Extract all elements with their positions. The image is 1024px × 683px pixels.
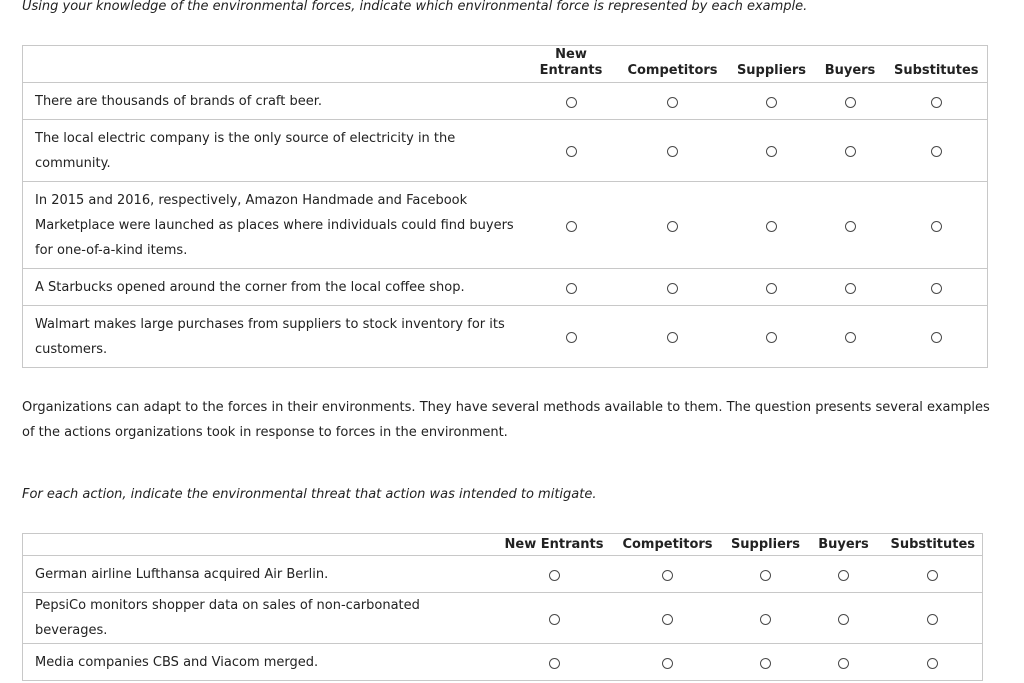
radio-row5-buyers[interactable] bbox=[845, 332, 856, 343]
radio-row3-new-entrants[interactable] bbox=[566, 221, 577, 232]
table-header-row bbox=[23, 46, 988, 83]
radio-row5-competitors[interactable] bbox=[667, 332, 678, 343]
table-row bbox=[23, 182, 988, 269]
radio-row2-substitutes[interactable] bbox=[931, 146, 942, 157]
radio-action3-new-entrants[interactable] bbox=[549, 658, 560, 669]
column-header-suppliers: Suppliers bbox=[729, 46, 815, 83]
row-label-pepsico: PepsiCo monitors shopper data on sales of non-carbonated beverages. bbox=[23, 593, 501, 644]
radio-row5-substitutes[interactable] bbox=[931, 332, 942, 343]
radio-action2-new-entrants[interactable] bbox=[549, 614, 560, 625]
radio-row1-substitutes[interactable] bbox=[931, 97, 942, 108]
section1-instruction: Using your knowledge of the environmental forces, indicate which environmental force is represented by each example. bbox=[22, 0, 808, 14]
radio-action3-suppliers[interactable] bbox=[760, 658, 771, 669]
radio-row4-new-entrants[interactable] bbox=[566, 283, 577, 294]
radio-action1-competitors[interactable] bbox=[662, 570, 673, 581]
radio-row5-new-entrants[interactable] bbox=[566, 332, 577, 343]
radio-row4-substitutes[interactable] bbox=[931, 283, 942, 294]
radio-row2-new-entrants[interactable] bbox=[566, 146, 577, 157]
column-header-buyers: Buyers bbox=[804, 534, 884, 556]
radio-action2-buyers[interactable] bbox=[838, 614, 849, 625]
radio-row1-competitors[interactable] bbox=[667, 97, 678, 108]
radio-row2-buyers[interactable] bbox=[845, 146, 856, 157]
table-row bbox=[23, 644, 983, 681]
table-row bbox=[23, 593, 983, 644]
section2-intro: Organizations can adapt to the forces in their environments. They have several methods available to them. The question presents several examples of the actions organizations took in response to forces in the environment. bbox=[22, 400, 990, 440]
radio-row3-buyers[interactable] bbox=[845, 221, 856, 232]
table-row bbox=[23, 120, 988, 182]
table-row bbox=[23, 83, 988, 120]
radio-action1-new-entrants[interactable] bbox=[549, 570, 560, 581]
table-row bbox=[23, 306, 988, 368]
column-header-suppliers: Suppliers bbox=[728, 534, 804, 556]
radio-row1-suppliers[interactable] bbox=[766, 97, 777, 108]
radio-row4-competitors[interactable] bbox=[667, 283, 678, 294]
radio-row3-suppliers[interactable] bbox=[766, 221, 777, 232]
radio-action2-competitors[interactable] bbox=[662, 614, 673, 625]
row-label-lufthansa: German airline Lufthansa acquired Air Berlin. bbox=[23, 556, 501, 593]
radio-action3-substitutes[interactable] bbox=[927, 658, 938, 669]
header-blank bbox=[23, 46, 526, 83]
column-header-substitutes: Substitutes bbox=[886, 46, 988, 83]
radio-action3-buyers[interactable] bbox=[838, 658, 849, 669]
radio-action1-buyers[interactable] bbox=[838, 570, 849, 581]
row-label-electric-company: The local electric company is the only source of electricity in the community. bbox=[23, 120, 526, 182]
radio-row3-competitors[interactable] bbox=[667, 221, 678, 232]
section2-instruction: For each action, indicate the environmental threat that action was intended to mitigate. bbox=[22, 487, 597, 502]
radio-action1-suppliers[interactable] bbox=[760, 570, 771, 581]
environmental-forces-table bbox=[22, 45, 988, 368]
column-header-competitors: Competitors bbox=[617, 46, 729, 83]
column-header-competitors: Competitors bbox=[608, 534, 728, 556]
radio-row3-substitutes[interactable] bbox=[931, 221, 942, 232]
radio-action3-competitors[interactable] bbox=[662, 658, 673, 669]
radio-row1-new-entrants[interactable] bbox=[566, 97, 577, 108]
column-header-new-entrants: New Entrants bbox=[501, 534, 608, 556]
row-label-starbucks: A Starbucks opened around the corner from the local coffee shop. bbox=[23, 269, 526, 306]
column-header-substitutes: Substitutes bbox=[884, 534, 983, 556]
radio-row5-suppliers[interactable] bbox=[766, 332, 777, 343]
radio-row2-competitors[interactable] bbox=[667, 146, 678, 157]
radio-row4-suppliers[interactable] bbox=[766, 283, 777, 294]
table-row bbox=[23, 556, 983, 593]
column-header-new-entrants: New Entrants bbox=[526, 46, 617, 83]
header-blank bbox=[23, 534, 501, 556]
row-label-craft-beer: There are thousands of brands of craft beer. bbox=[23, 83, 526, 120]
radio-row2-suppliers[interactable] bbox=[766, 146, 777, 157]
row-label-walmart: Walmart makes large purchases from suppliers to stock inventory for its customers. bbox=[35, 316, 505, 357]
row-label-cbs-viacom: Media companies CBS and Viacom merged. bbox=[35, 654, 319, 670]
environmental-threats-table bbox=[22, 533, 983, 681]
radio-action2-substitutes[interactable] bbox=[927, 614, 938, 625]
row-label-amazon-facebook: In 2015 and 2016, respectively, Amazon Handmade and Facebook Marketplace were launched as places where individuals could find buyers for one-of-a-kind items. bbox=[23, 182, 526, 269]
column-header-buyers: Buyers bbox=[815, 46, 886, 83]
table-header-row bbox=[23, 534, 983, 556]
radio-row4-buyers[interactable] bbox=[845, 283, 856, 294]
radio-action1-substitutes[interactable] bbox=[927, 570, 938, 581]
radio-row1-buyers[interactable] bbox=[845, 97, 856, 108]
table-row bbox=[23, 269, 988, 306]
radio-action2-suppliers[interactable] bbox=[760, 614, 771, 625]
